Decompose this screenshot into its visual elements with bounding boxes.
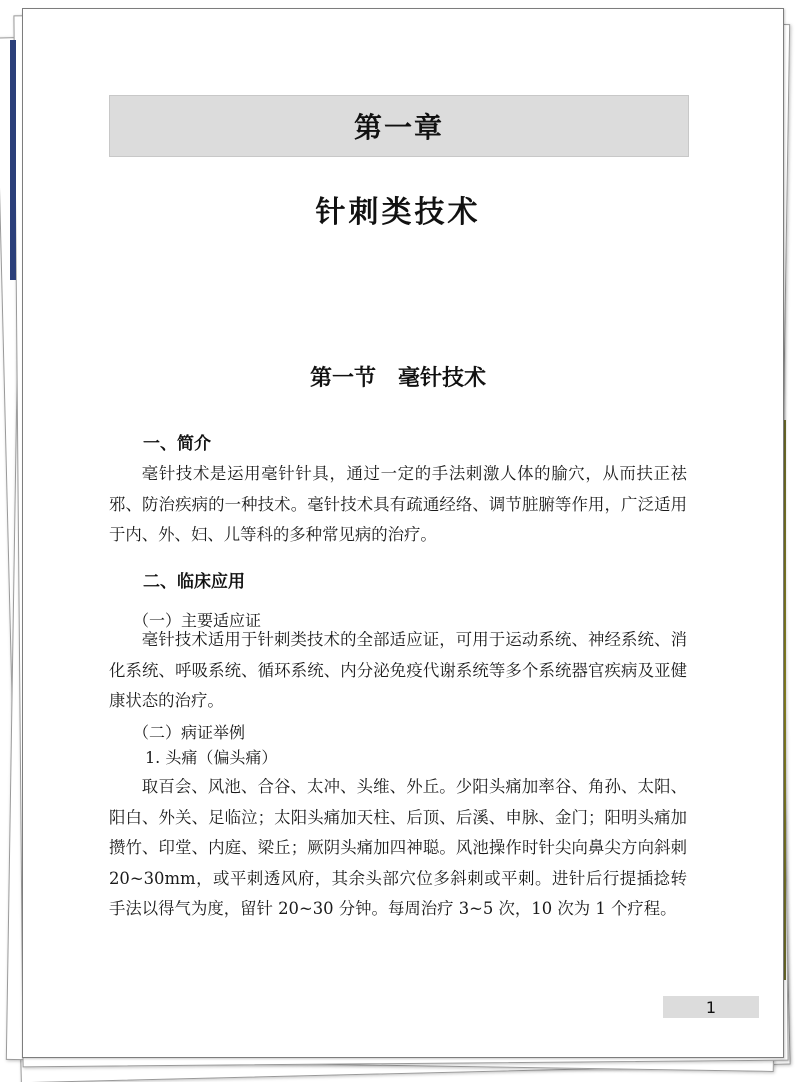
indications-heading: （一）主要适应证	[133, 611, 262, 630]
example-paragraph: 取百会、风池、合谷、太冲、头维、外丘。少阳头痛加率谷、角孙、太阳、阳白、外关、足临泣；太阳头痛加天柱、后顶、后溪、申脉、金门；阳明头痛加攒竹、印堂、内庭、梁丘；厥阴头痛加四神聪。风池操作时针尖向鼻尖方向斜刺 20~30mm，或平刺透风府，其余头部穴位多斜刺或平刺。进针后行提插捻转手法以得气为度，留针 20~30 分钟。每周治疗 3~5 次，10 次为 1 个疗程。	[109, 777, 687, 918]
chapter-label: 第一章	[353, 111, 444, 144]
cover-edge-left	[10, 40, 16, 280]
section-title: 第一节 毫针技术	[309, 365, 486, 391]
intro-paragraph: 毫针技术是运用毫针针具，通过一定的手法刺激人体的腧穴，从而扶正祛邪、防治疾病的一种技术。毫针技术具有疏通经络、调节脏腑等作用，广泛适用于内、外、妇、儿等科的多种常见病的治疗。	[109, 464, 687, 544]
page-number-bar	[663, 996, 759, 1018]
clinical-heading: 二、临床应用	[143, 572, 245, 592]
intro-heading: 一、简介	[143, 434, 211, 454]
chapter-title: 针刺类技术	[315, 195, 481, 230]
indications-paragraph: 毫针技术适用于针刺类技术的全部适应证，可用于运动系统、神经系统、消化系统、呼吸系统、循环系统、内分泌免疫代谢系统等多个系统器官疾病及亚健康状态的治疗。	[109, 630, 687, 710]
chapter-banner	[109, 95, 689, 157]
example-item-title: 1. 头痛（偏头痛）	[145, 748, 278, 767]
examples-heading: （二）病证举例	[133, 723, 246, 742]
document-page	[22, 8, 784, 1058]
page-number: 1	[705, 997, 717, 1017]
